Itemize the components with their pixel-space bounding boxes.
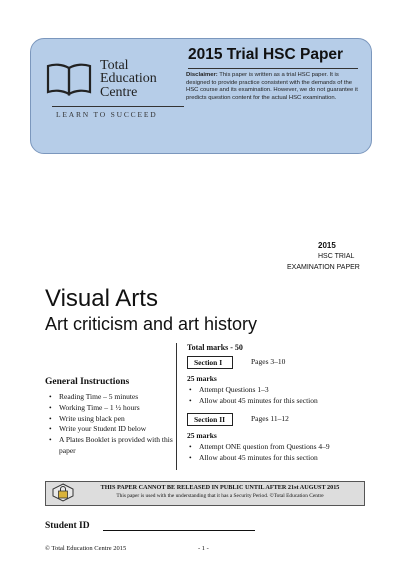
release-notice-title: THIS PAPER CANNOT BE RELEASED IN PUBLIC UNTIL AFTER 21st AUGUST 2015: [100, 484, 340, 491]
column-divider: [176, 343, 177, 470]
paper-title: 2015 Trial HSC Paper: [188, 46, 344, 63]
logo-tagline: LEARN TO SUCCEED: [56, 110, 158, 119]
total-marks: Total marks - 50: [187, 343, 243, 352]
logo-text-total: Total: [100, 58, 129, 73]
list-item: • Write using black pen: [49, 414, 174, 425]
footer-page-number: - 1 -: [198, 545, 209, 552]
meta-year: 2015: [318, 241, 336, 250]
section-1-marks: 25 marks: [187, 374, 217, 383]
list-item: • Allow about 45 minutes for this section: [189, 396, 318, 407]
list-item: • Allow about 45 minutes for this section: [189, 453, 330, 464]
section-2-marks: 25 marks: [187, 431, 217, 440]
disclaimer-text: This paper is written as a trial HSC paper. It is designed to provide practice consistent with the demands of the HSC course and its examination. However, we do not guarantee it predicts question content for the actual HSC examination.: [186, 72, 358, 101]
section-2-label: Section II: [187, 413, 233, 426]
release-notice-text: This paper is used with the understanding that it has a Security Period. ©Total Education Centre: [116, 493, 324, 499]
open-book-icon: [46, 62, 92, 96]
logo-text-centre: Centre: [100, 85, 138, 100]
list-item: • Reading Time – 5 minutes: [49, 392, 174, 403]
section-2-list: [189, 442, 330, 463]
footer-copyright: © Total Education Centre 2015: [45, 545, 127, 552]
general-instructions-title: General Instructions: [45, 377, 130, 387]
list-item: • Attempt Questions 1–3: [189, 385, 318, 396]
subject-subtitle: Art criticism and art history: [45, 314, 258, 334]
disclaimer: [186, 72, 362, 102]
list-item: • Working Time – 1 ½ hours: [49, 403, 174, 414]
logo-divider: [52, 106, 184, 107]
section-1-label: Section I: [187, 356, 233, 369]
student-id-field[interactable]: [103, 530, 255, 531]
meta-exam-paper: EXAMINATION PAPER: [287, 264, 360, 271]
subject-title: Visual Arts: [45, 285, 158, 312]
disclaimer-label: Disclaimer:: [186, 72, 218, 78]
general-instructions-list: [49, 392, 174, 457]
list-item: • A Plates Booklet is provided with this paper: [49, 435, 174, 457]
list-item: • Write your Student ID below: [49, 424, 174, 435]
title-divider: [188, 68, 358, 69]
list-item: • Attempt ONE question from Questions 4–9: [189, 442, 330, 453]
student-id-label: Student ID: [45, 521, 90, 531]
section-1-pages: Pages 3–10: [251, 357, 286, 366]
security-lock-icon: [52, 483, 74, 502]
section-1-list: [189, 385, 318, 406]
meta-hsc-trial: HSC TRIAL: [318, 253, 355, 260]
logo-text-education: Education: [100, 71, 157, 86]
section-2-pages: Pages 11–12: [251, 414, 289, 423]
